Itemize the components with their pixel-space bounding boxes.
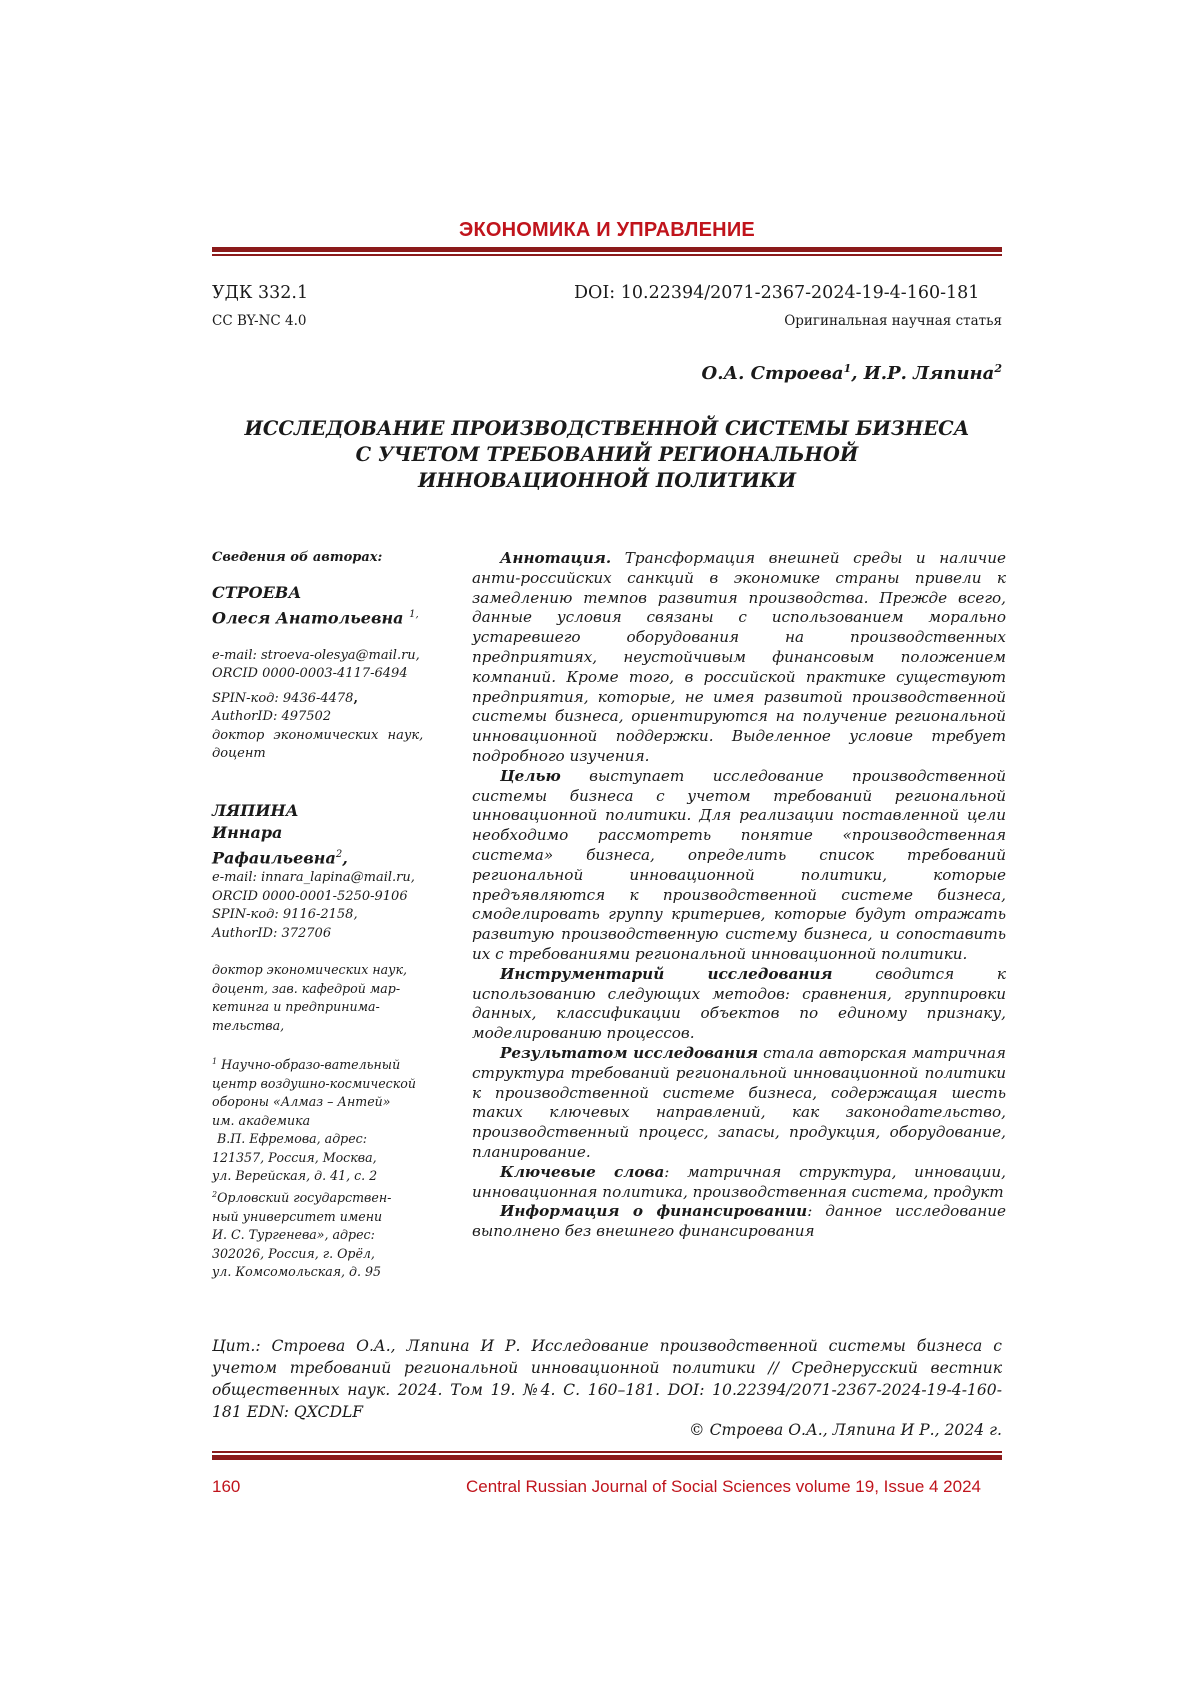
funding-label: Информация о финансировании <box>500 1202 808 1221</box>
authors-byline <box>702 362 1002 384</box>
author-1-spin: SPIN-код: 9436-4478, <box>212 690 358 706</box>
affiliation-2-line-5: ул. Комсомольская, д. 95 <box>212 1264 382 1280</box>
affiliation-2-line-1: $^2$Орловский государствен- <box>212 1189 392 1206</box>
page-number: 160 <box>212 1477 241 1496</box>
abstract-column <box>472 549 1006 1242</box>
footer-rule-thick <box>212 1455 1002 1460</box>
author-2-given-sup: 2 <box>335 848 343 860</box>
affiliation-1-line-4: им. академика <box>212 1112 311 1128</box>
author-1-given-sup: 1, <box>409 608 419 620</box>
title-line-1: ИССЛЕДОВАНИЕ ПРОИЗВОДСТВЕННОЙ СИСТЕМЫ БИЗНЕСА <box>244 417 970 440</box>
journal-name: Central Russian Journal of Social Sciences volume 19, Issue 4 2024 <box>466 1477 982 1496</box>
header-rule-thick <box>212 247 1002 252</box>
doi: DOI: 10.22394/2071-2367-2024-19-4-160-181 <box>574 283 980 303</box>
author-2-name: И.Р. Ляпина <box>863 363 995 384</box>
methods-paragraph: Инструментарий исследования сводится к использованию следующих методов: сравнения, группировки данных, классификации объектов по единому признаку, моделированию процессов. <box>472 964 1006 1043</box>
affiliation-1-line-5: В.П. Ефремова, адрес: <box>217 1131 367 1147</box>
author-2-orcid: ORCID 0000-0001-5250-9106 <box>212 888 408 904</box>
affiliation-1-line-1: $^1$ Научно-образо-вательный <box>212 1057 401 1073</box>
keywords-paragraph: Ключевые слова: матричная структура, инновации, инновационная политика, производственная система, продукт <box>472 1162 1006 1201</box>
author-sep: , <box>851 363 864 384</box>
author-2-position-3: кетинга и предпринима- <box>212 999 380 1015</box>
results-label: Результатом исследования <box>500 1043 759 1062</box>
affiliation-1-line-2: центр воздушно-космической <box>212 1075 416 1091</box>
article-type: Оригинальная научная статья <box>784 313 1002 329</box>
author-2-position-1: доктор экономических наук, <box>212 962 407 978</box>
affiliation-1-line-3: обороны «Алмаз – Антей» <box>212 1094 391 1110</box>
author-1-email: e-mail: stroeva-olesya@mail.ru, <box>212 647 420 663</box>
goal-label: Целью <box>500 766 561 785</box>
udk-code: УДК 332.1 <box>212 283 309 303</box>
author-2-sup: 2 <box>994 362 1002 375</box>
author-2-spin: SPIN-код: 9116-2158, <box>212 907 358 923</box>
header-rule-thin <box>212 254 1002 256</box>
article-title <box>212 416 1002 494</box>
author-1-sup: 1 <box>843 362 852 375</box>
author-2-surname: ЛЯПИНА <box>212 800 299 820</box>
author-1-orcid: ORCID 0000-0003-4117-6494 <box>212 666 408 682</box>
author-2-position-2: доцент, зав. кафедрой мар- <box>212 980 401 996</box>
citation: Цит.: Строева О.А., Ляпина И Р. Исследование производственной системы бизнеса с учетом требований региональной инновационной политики // Среднерусский вестник общественных наук. 2024. Том 19. №4. С. 160–181. DOI: 10.22394/2071-2367-2024-19-4-160-181 EDN: QXCDLF <box>212 1337 1002 1421</box>
abstract-paragraph: Аннотация. Трансформация внешней среды и наличие анти-российских санкций в экономике страны привели к замедлению темпов развития производства. Прежде всего, данные условия связаны с использованием морально устаревшего оборудования на производственных предприятиях, неустойчивым финансовым положением компаний. Кроме того, в российской практике существуют предприятия, которые, не имея развитой производственной системы бизнеса, ориентируются на получение региональной инновационной поддержки. Выделенное условие требует подробного изучения. <box>472 549 1006 765</box>
affiliation-1-line-6: 121357, Россия, Москва, <box>212 1149 377 1165</box>
affiliation-2-line-3: И. С. Тургенева», адрес: <box>212 1227 375 1243</box>
affiliation-2-line-2: ный университет имени <box>212 1208 383 1224</box>
abstract-label: Аннотация. <box>500 549 612 567</box>
license: CC BY-NC 4.0 <box>212 313 307 329</box>
author-1-degree: доктор экономических наук, <box>212 727 424 743</box>
footer-rule-thin <box>212 1451 1002 1453</box>
copyright: © Строева О.А., Ляпина И Р., 2024 г. <box>689 1421 1002 1439</box>
methods-label: Инструментарий исследования <box>500 964 833 983</box>
title-line-2: С УЧЕТОМ ТРЕБОВАНИЙ РЕГИОНАЛЬНОЙ <box>355 443 859 466</box>
author-2-given-2: Рафаильевна$^2$, <box>212 848 348 868</box>
goal-paragraph: Целью выступает исследование производственной системы бизнеса с учетом требований региональной инновационной политики. Для реализации поставленной цели необходимо рассмотреть понятие «производственная система» бизнеса, определить список требований региональной инновационной политики, которые предъявляются к производственной системе бизнеса, смоделировать группу критериев, которые будут отражать развитую производственную систему бизнеса, и сопоставить их с требованиями региональной инновационной политики. <box>472 766 1006 963</box>
author-1-surname: СТРОЕВА <box>212 582 302 602</box>
keywords-label: Ключевые слова <box>500 1162 665 1181</box>
author-2-authorid: AuthorID: 372706 <box>212 925 332 941</box>
results-paragraph: Результатом исследования стала авторская матричная структура требований региональной инновационной политики к производственной системе бизнеса, содержащая шесть таких ключевых направлений, как законодательство, производственный процесс, запасы, продукция, оборудование, планирование. <box>472 1043 1006 1161</box>
section-heading: ЭКОНОМИКА И УПРАВЛЕНИЕ <box>459 219 755 241</box>
author-2-email: e-mail: innara_lapina@mail.ru, <box>212 870 415 886</box>
funding-paragraph: Информация о финансировании: данное исследование выполнено без внешнего финансирования <box>472 1202 1006 1241</box>
title-line-3: ИННОВАЦИОННОЙ ПОЛИТИКИ <box>417 469 797 492</box>
author-1-given: Олеся Анатольевна $^{1,}$ <box>212 607 419 627</box>
author-info-header: Сведения об авторах: <box>212 550 383 565</box>
affiliation-2-line-4: 302026, Россия, г. Орёл, <box>212 1245 375 1261</box>
author-1-rank: доцент <box>212 746 266 762</box>
author-info-column <box>212 549 426 1282</box>
author-1-authorid: AuthorID: 497502 <box>212 709 332 725</box>
author-2-given-1: Иннара <box>212 822 283 842</box>
author-2-position-4: тельства, <box>212 1017 285 1033</box>
affiliation-1-line-7: ул. Верейская, д. 41, с. 2 <box>212 1168 378 1184</box>
author-1-name: О.А. Строева <box>701 363 844 384</box>
